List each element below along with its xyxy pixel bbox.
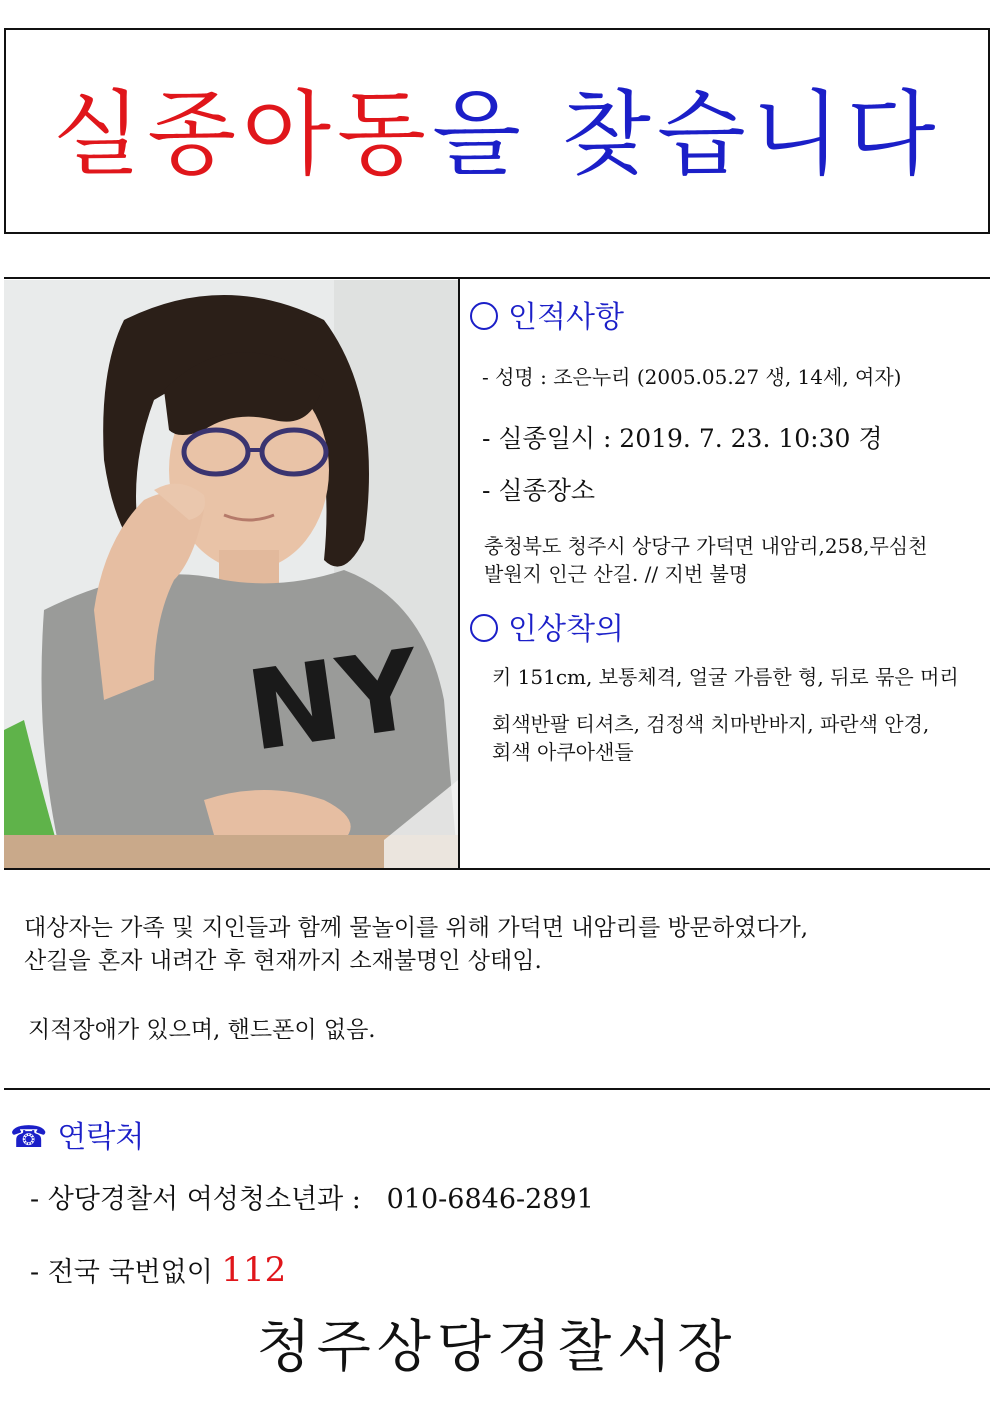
place-line-1: 충청북도 청주시 상당구 가덕면 내암리,258,무심천	[484, 534, 928, 558]
title-red-part: 실종아동	[52, 81, 432, 188]
section-top-rule	[4, 277, 990, 279]
title-blue-part: 을 찾습니다	[431, 81, 942, 188]
contact-line-national	[30, 1250, 286, 1293]
station-label: - 상당경찰서 여성청소년과 :	[30, 1184, 361, 1215]
appearance-heading	[470, 610, 624, 650]
appearance-heading-text: 인상착의	[508, 612, 624, 647]
name-line: - 성명 : 조은누리 (2005.05.27 생, 14세, 여자)	[482, 365, 902, 389]
description-line-1: 대상자는 가족 및 지인들과 함께 물놀이를 위해 가덕면 내암리를 방문하였다가,	[24, 915, 809, 941]
station-phone: 010-6846-2891	[386, 1184, 594, 1215]
place-line-2: 발원지 인근 산길. // 지번 불명	[484, 562, 749, 586]
appearance-line-2: 회색반팔 티셔츠, 검정색 치마반바지, 파란색 안경,	[492, 712, 930, 736]
title-bottom-rule	[4, 232, 990, 234]
appearance-clothing	[492, 710, 929, 766]
national-label: - 전국 국번없이	[30, 1257, 213, 1288]
photo-divider	[458, 277, 460, 869]
issuer-name: 청주상당경찰서장	[256, 1315, 738, 1380]
description-line-3: 지적장애가 있으며, 핸드폰이 없음.	[28, 1017, 376, 1043]
missing-place-text	[484, 532, 927, 588]
svg-text:NY: NY	[239, 625, 428, 776]
appearance-line-3: 회색 아쿠아샌들	[492, 740, 634, 764]
missing-child-photo	[4, 280, 458, 868]
contact-heading-text: 연락처	[57, 1120, 145, 1155]
missing-time-line: - 실종일시 : 2019. 7. 23. 10:30 경	[482, 424, 883, 453]
personal-info-heading-text: 인적사항	[508, 300, 624, 335]
section-bottom-rule	[4, 868, 990, 870]
description-bottom-rule	[4, 1088, 990, 1090]
top-rule	[4, 28, 990, 30]
circle-bullet-icon	[470, 614, 498, 642]
contact-heading	[10, 1118, 144, 1158]
telephone-icon: ☎	[10, 1120, 48, 1155]
missing-place-label: - 실종장소	[482, 476, 595, 505]
personal-info-heading	[470, 298, 624, 338]
contact-line-station	[30, 1180, 594, 1220]
page-title	[0, 70, 994, 200]
description-line-2: 산길을 혼자 내려간 후 현재까지 소재불명인 상태임.	[24, 948, 542, 974]
appearance-line-1: 키 151cm, 보통체격, 얼굴 가름한 형, 뒤로 묶은 머리	[492, 665, 959, 689]
emergency-number: 112	[221, 1250, 287, 1290]
circle-bullet-icon	[470, 302, 498, 330]
photo-illustration	[4, 280, 458, 868]
